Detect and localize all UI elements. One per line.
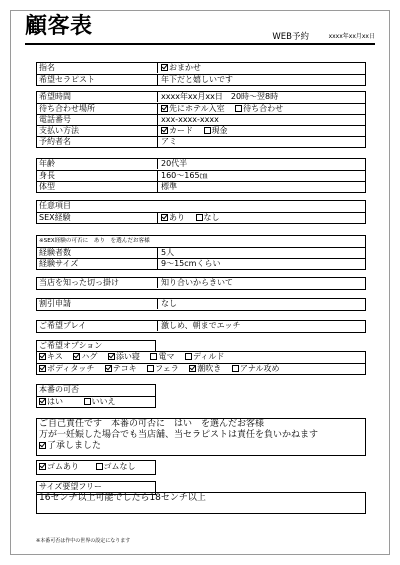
section-heading: ※SEX経験の可否に あり を選んだお客様 xyxy=(39,238,150,244)
checkbox-tekoki[interactable]: テコキ xyxy=(105,364,137,374)
field-value[interactable]: 20代半 xyxy=(157,159,365,169)
field-value[interactable]: 160～165㎝ xyxy=(157,171,365,181)
field-value xyxy=(157,104,365,114)
checkbox-agree[interactable]: 了承しました xyxy=(37,441,365,452)
footer-note: ※本番可否は作中の世界の設定になります xyxy=(36,538,131,544)
section-heading: 本番の可否 xyxy=(39,385,79,394)
play-table xyxy=(36,320,366,333)
field-label: 待ち合わせ場所 xyxy=(39,104,95,113)
field-value[interactable]: 知り合いからきいて xyxy=(157,278,365,288)
checkbox-hug[interactable]: ハグ xyxy=(73,352,97,362)
checkbox-icon xyxy=(161,64,168,71)
table-row xyxy=(37,352,365,363)
field-label: SEX経験 xyxy=(39,213,71,222)
field-value[interactable]: 9～15cmくらい xyxy=(157,259,365,269)
field-label: 割引申請 xyxy=(39,299,71,308)
experience-table xyxy=(36,235,366,270)
checkbox-condom-yes[interactable]: ゴムあり xyxy=(39,461,79,473)
web-reservation-label: WEB予約 xyxy=(272,32,309,42)
checkbox-soine[interactable]: 添い寝 xyxy=(108,352,140,362)
field-label: ご希望プレイ xyxy=(39,321,87,330)
table-row xyxy=(37,461,155,474)
checkbox-sex-yes[interactable]: あり xyxy=(161,213,185,223)
field-value[interactable]: 標準 xyxy=(157,182,365,192)
field-value[interactable]: 5人 xyxy=(157,248,365,258)
field-label: 経験サイズ xyxy=(39,259,79,268)
checkbox-icon xyxy=(39,442,46,449)
responsibility-box xyxy=(36,418,366,456)
checkbox-icon xyxy=(73,353,80,360)
field-value xyxy=(157,126,365,136)
field-label: 当店を知った切っ掛け xyxy=(39,278,119,287)
table-row xyxy=(37,159,365,170)
field-label: 経験者数 xyxy=(39,248,71,257)
nomination-table xyxy=(36,62,366,86)
checkbox-icon xyxy=(105,365,112,372)
field-label: 希望セラピスト xyxy=(39,75,95,84)
field-value xyxy=(157,63,365,73)
table-row xyxy=(37,170,365,181)
reservation-date: xxxx年xx月xx日 xyxy=(328,33,375,40)
page-title: 顧客表 xyxy=(25,14,93,39)
checkbox-sex-no[interactable]: なし xyxy=(196,213,220,223)
checkbox-icon xyxy=(235,105,242,112)
reservation-table xyxy=(36,91,366,148)
field-value[interactable]: なし xyxy=(157,299,365,309)
checkbox-icon xyxy=(189,365,196,372)
checkbox-icon xyxy=(39,365,46,372)
checkbox-condom-no[interactable]: ゴムなし xyxy=(96,461,136,473)
checkbox-icon xyxy=(39,353,46,360)
table-row xyxy=(37,181,365,192)
size-free-box xyxy=(36,492,366,514)
optional-items-table xyxy=(36,200,366,224)
field-label: 体型 xyxy=(39,182,55,191)
table-row xyxy=(37,74,365,85)
field-label: 指名 xyxy=(39,63,55,72)
checkbox-honban-yes[interactable]: はい xyxy=(39,397,63,407)
checkbox-icon xyxy=(150,353,157,360)
table-row xyxy=(37,385,155,396)
checkbox-icon xyxy=(196,214,203,221)
checkbox-icon xyxy=(161,105,168,112)
field-label: 支払い方法 xyxy=(39,126,79,135)
table-row xyxy=(37,236,365,247)
discount-table xyxy=(36,298,366,311)
table-row xyxy=(37,396,155,407)
table-row xyxy=(37,258,365,269)
field-value[interactable]: xxxx年xx月xx日 20時～翌8時 xyxy=(157,92,365,102)
checkbox-meetup[interactable]: 待ち合わせ xyxy=(235,104,283,114)
field-value[interactable]: 激しめ、朝までエッチ xyxy=(157,321,365,331)
field-label: 予約者名 xyxy=(39,137,71,146)
field-value[interactable]: xxx-xxxx-xxxx xyxy=(157,115,365,125)
checkbox-fera[interactable]: フェラ xyxy=(147,364,179,374)
checkbox-hotel-first[interactable]: 先にホテル入室 xyxy=(161,104,225,114)
header-rule xyxy=(25,43,375,45)
table-row xyxy=(37,247,365,258)
checkbox-denma[interactable]: 電マ xyxy=(150,352,174,362)
checkbox-shiofuki[interactable]: 潮吹き xyxy=(189,364,221,374)
checkbox-kiss[interactable]: キス xyxy=(39,352,63,362)
checkbox-icon xyxy=(108,353,115,360)
checkbox-icon xyxy=(39,398,46,405)
checkbox-body-touch[interactable]: ボディタッチ xyxy=(39,364,94,374)
table-row xyxy=(37,299,365,310)
condom-table xyxy=(36,460,156,475)
checkbox-dildo[interactable]: ディルド xyxy=(185,352,224,362)
responsibility-line-2: 万が一妊娠した場合でも当店舗、当セラピストは責任を負いかねます xyxy=(39,430,319,440)
field-value[interactable]: アミ xyxy=(157,137,365,147)
profile-table xyxy=(36,158,366,193)
field-label: 希望時間 xyxy=(39,92,71,101)
field-label: 年齢 xyxy=(39,159,55,168)
honban-table xyxy=(36,384,156,408)
checkbox-icon xyxy=(232,365,239,372)
table-row xyxy=(37,103,365,114)
table-row xyxy=(37,114,365,125)
field-value[interactable]: 年下だと嬉しいです xyxy=(157,75,365,85)
size-free-value[interactable]: 16センチ以上可能でしたら18センチ以上 xyxy=(39,493,206,503)
checkbox-icon xyxy=(96,463,103,470)
checkbox-icon xyxy=(84,398,91,405)
section-heading: ご希望オプション xyxy=(39,341,103,350)
responsibility-line-1: ご自己責任です 本番の可否に はい を選んだお客様 xyxy=(39,419,265,429)
table-row xyxy=(37,201,365,212)
checkbox-omakase[interactable]: おまかせ xyxy=(161,63,201,73)
table-row xyxy=(37,363,365,374)
checkbox-icon xyxy=(39,463,46,470)
referral-table xyxy=(36,277,366,290)
table-row xyxy=(37,321,365,332)
checkbox-honban-no[interactable]: いいえ xyxy=(84,397,116,407)
header xyxy=(25,14,375,42)
field-label: 身長 xyxy=(39,171,55,180)
table-row xyxy=(37,92,365,103)
section-heading: サイズ要望フリー xyxy=(39,482,103,491)
checkbox-anal[interactable]: アナル攻め xyxy=(232,364,280,374)
field-value xyxy=(157,213,365,223)
checkbox-icon xyxy=(204,127,211,134)
checkbox-cash[interactable]: 現金 xyxy=(204,126,228,136)
options-table xyxy=(36,351,366,375)
checkbox-icon xyxy=(161,214,168,221)
field-label: 電話番号 xyxy=(39,115,71,124)
table-row xyxy=(37,136,365,147)
checkbox-icon xyxy=(185,353,192,360)
table-row xyxy=(37,125,365,136)
checkbox-icon xyxy=(161,127,168,134)
checkbox-icon xyxy=(147,365,154,372)
table-row xyxy=(37,278,365,289)
table-row xyxy=(37,212,365,223)
table-row xyxy=(37,63,365,74)
section-heading: 任意項目 xyxy=(39,201,71,210)
checkbox-card[interactable]: カード xyxy=(161,126,193,136)
